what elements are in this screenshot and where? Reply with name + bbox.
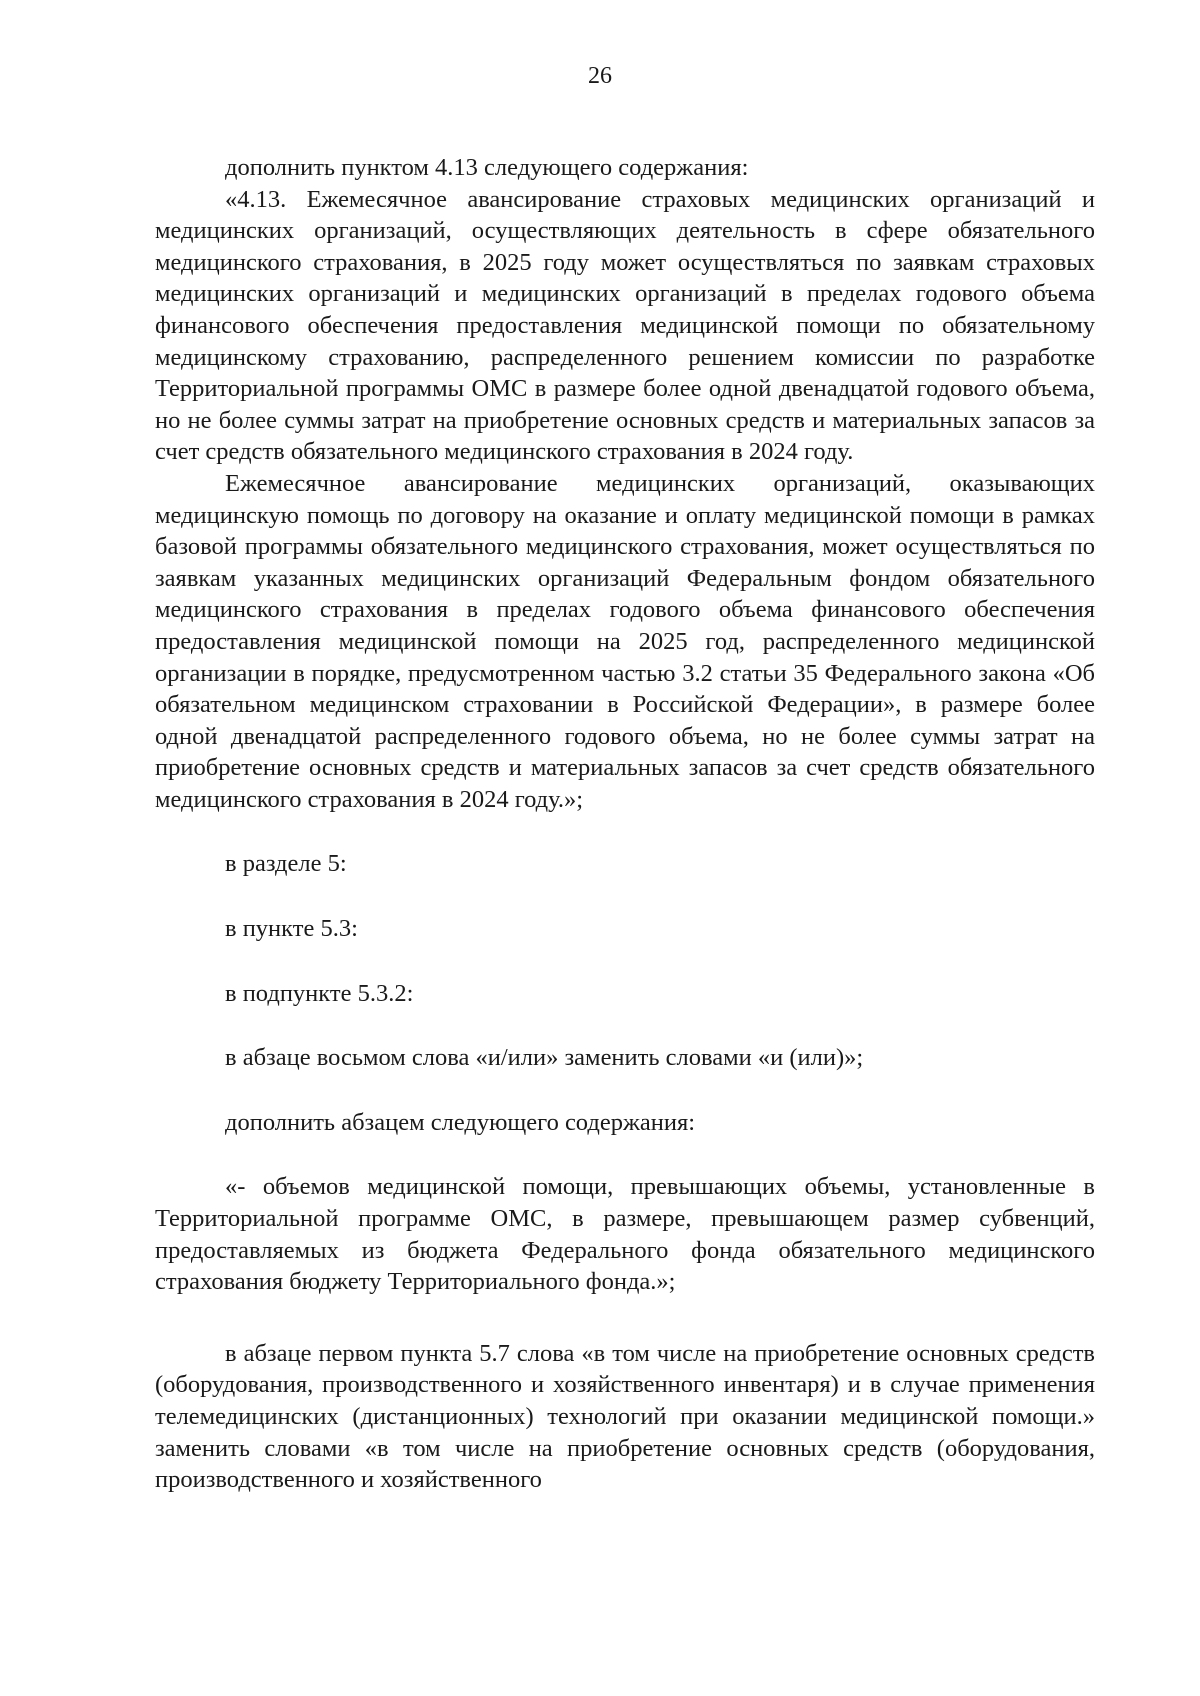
paragraph-point-5-7: в абзаце первом пункта 5.7 слова «в том числе на приобретение основных средств (оборудования, производственного и хозяйственного инвентаря) и в случае применения телемедицинских (дистанционных) технологий при оказании медицинской помощи.» заменить словами «в том числе на приобретение основных средств (оборудования, производственного и хозяйственного	[155, 1339, 1095, 1494]
paragraph-section-5: в разделе 5:	[225, 850, 347, 878]
paragraph-volumes-exceeding: «- объемов медицинской помощи, превышающих объемы, установленные в Территориальной программе ОМС, в размере, превышающем размер субвенций, предоставляемых из бюджета Федерального фонда обязательного медицинского страхования бюджету Территориального фонда.»;	[155, 1173, 1095, 1296]
paragraph-monthly-advance: Ежемесячное авансирование медицинских организаций, оказывающих медицинскую помощь по договору на оказание и оплату медицинской помощи в рамках базовой программы обязательного медицинского страхования, может осуществляться по заявкам указанных медицинских организаций Федеральным фондом обязательного медицинского страхования в пределах годового объема финансового обеспечения предоставления медицинской помощи на 2025 год, распределенного медицинской организации в порядке, предусмотренном частью 3.2 статьи 35 Федерального закона «Об обязательном медицинском страховании в Российской Федерации», в размере более одной двенадцатой распределенного годового объема, но не более суммы затрат на приобретение основных средств и материальных запасов за счет средств обязательного медицинского страхования в 2024 году.»;	[155, 469, 1095, 813]
paragraph-point-5-3: в пункте 5.3:	[225, 915, 358, 943]
paragraph-subpoint-5-3-2: в подпункте 5.3.2:	[225, 979, 414, 1007]
page-number: 26	[588, 63, 612, 89]
document-body	[155, 152, 1095, 1496]
paragraph-point-4-13-text: «4.13. Ежемесячное авансирование страховых медицинских организаций и медицинских организаций, осуществляющих деятельность в сфере обязательного медицинского страхования, в 2025 году может осуществляться по заявкам страховых медицинских организаций и медицинских организаций в пределах годового объема финансового обеспечения предоставления медицинской помощи по обязательному медицинскому страхованию, распределенного решением комиссии по разработке Территориальной программы ОМС в размере более одной двенадцатой годового объема, но не более суммы затрат на приобретение основных средств и материальных запасов за счет средств обязательного медицинского страхования в 2024 году.	[155, 185, 1095, 466]
paragraph-add-abzac: дополнить абзацем следующего содержания:	[225, 1108, 696, 1136]
paragraph-add-point-4-13: дополнить пунктом 4.13 следующего содержания:	[225, 154, 749, 181]
paragraph-eighth-abzac: в абзаце восьмом слова «и/или» заменить словами «и (или)»;	[225, 1044, 864, 1072]
